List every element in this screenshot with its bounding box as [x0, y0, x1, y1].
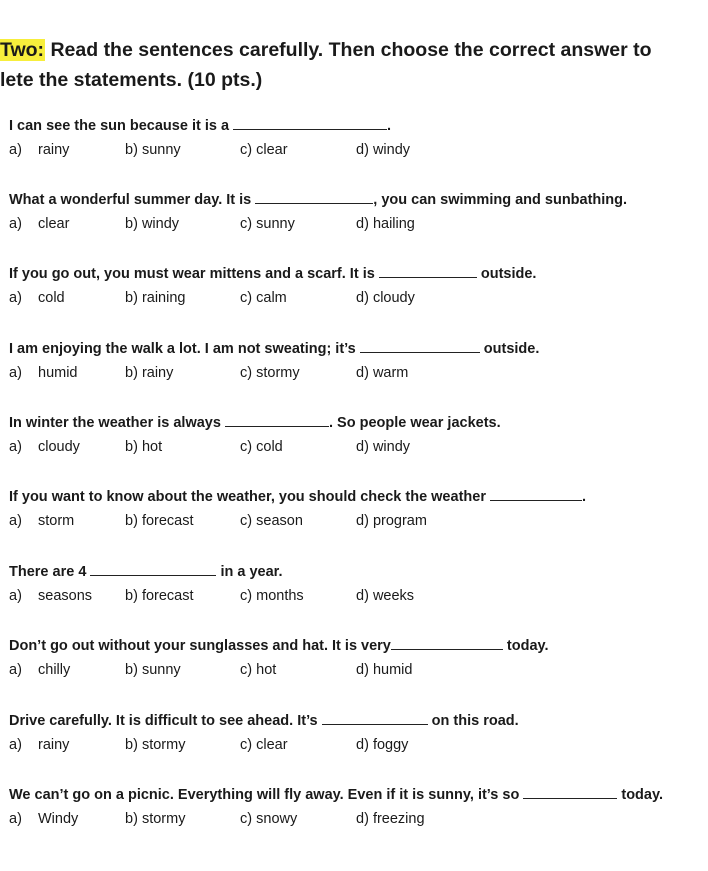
option-text: hot	[256, 662, 277, 678]
options-row	[0, 141, 708, 161]
option-text: storm	[38, 513, 75, 529]
option-letter: c)	[240, 662, 253, 678]
option-text: seasons	[38, 588, 93, 604]
stem-text-end: .	[582, 489, 587, 505]
option-text: cloudy	[372, 290, 415, 306]
option-letter: d)	[356, 737, 369, 753]
option-letter: c)	[240, 365, 253, 381]
option-text: weeks	[372, 588, 415, 604]
option-text: raining	[141, 290, 186, 306]
question-stem	[9, 264, 536, 283]
option-d	[356, 289, 415, 307]
option-letter: c)	[240, 513, 253, 529]
option-letter: a)	[9, 513, 22, 529]
option-letter: b)	[125, 142, 138, 158]
question-stem	[9, 487, 586, 506]
option-letter: d)	[356, 216, 369, 232]
stem-text-end: .	[387, 118, 392, 134]
question-stem	[9, 190, 627, 209]
option-letter: c)	[240, 290, 253, 306]
option-b	[125, 661, 181, 679]
option-text: windy	[141, 216, 180, 232]
answer-blank	[90, 562, 216, 576]
option-text: cold	[38, 290, 65, 306]
option-letter: c)	[240, 439, 253, 455]
option-letter: d)	[356, 365, 369, 381]
option-text: rainy	[38, 142, 70, 158]
option-letter: a)	[9, 290, 22, 306]
stem-text: In winter the weather is always	[9, 415, 225, 431]
stem-text: I can see the sun because it is a	[9, 118, 234, 134]
option-text: season	[256, 513, 303, 529]
option-text: stormy	[141, 811, 186, 827]
option-a	[9, 736, 69, 754]
option-d	[356, 587, 414, 605]
option-text: sunny	[141, 662, 181, 678]
option-text: rainy	[141, 365, 174, 381]
answer-blank	[322, 711, 428, 725]
option-letter: c)	[240, 216, 253, 232]
option-text: hailing	[372, 216, 415, 232]
option-letter: d)	[356, 513, 369, 529]
stem-text: Drive carefully. It is difficult to see ahead. It’s	[9, 713, 322, 729]
option-c	[240, 215, 295, 233]
question-stem	[9, 562, 283, 581]
answer-blank	[490, 487, 582, 501]
option-b	[125, 438, 162, 456]
option-c	[240, 736, 288, 754]
option-letter: a)	[9, 662, 22, 678]
option-letter: b)	[125, 290, 138, 306]
option-letter: a)	[9, 365, 22, 381]
instructions-header	[0, 36, 708, 91]
option-text: forecast	[141, 588, 194, 604]
question-stem	[9, 711, 519, 730]
stem-text-end: in a year.	[216, 564, 283, 580]
option-a	[9, 215, 69, 233]
header-line-1-text: Read the sentences carefully. Then choose the correct answer to	[45, 39, 652, 61]
question-stem	[9, 116, 391, 135]
option-d	[356, 215, 415, 233]
option-letter: d)	[356, 588, 369, 604]
option-text: cold	[256, 439, 283, 455]
options-row	[0, 512, 708, 532]
option-letter: b)	[125, 216, 138, 232]
option-text: clear	[256, 142, 288, 158]
option-c	[240, 810, 297, 828]
stem-text-end: outside.	[479, 341, 540, 357]
option-text: clear	[38, 216, 70, 232]
stem-text: If you want to know about the weather, you should check the weather	[9, 489, 490, 505]
option-c	[240, 141, 288, 159]
stem-text-end: . So people wear jackets.	[328, 415, 501, 431]
stem-text: If you go out, you must wear mittens and a scarf. It is	[9, 266, 379, 282]
option-text: windy	[372, 142, 411, 158]
options-row	[0, 810, 708, 830]
option-letter: d)	[356, 439, 369, 455]
option-letter: c)	[240, 142, 253, 158]
option-letter: b)	[125, 513, 138, 529]
option-letter: d)	[356, 142, 369, 158]
stem-text: We can’t go on a picnic. Everything will fly away. Even if it is sunny, it’s so	[9, 787, 524, 803]
option-text: calm	[256, 290, 287, 306]
option-text: months	[256, 588, 304, 604]
option-letter: b)	[125, 439, 138, 455]
option-d	[356, 364, 408, 382]
question-stem	[9, 636, 549, 655]
option-d	[356, 141, 410, 159]
option-a	[9, 289, 65, 307]
option-letter: d)	[356, 662, 369, 678]
option-text: Windy	[38, 811, 79, 827]
options-row	[0, 587, 708, 607]
option-a	[9, 512, 74, 530]
option-d	[356, 661, 412, 679]
option-letter: b)	[125, 588, 138, 604]
option-letter: a)	[9, 588, 22, 604]
answer-blank	[379, 264, 477, 278]
option-text: snowy	[256, 811, 298, 827]
options-row	[0, 289, 708, 309]
option-letter: d)	[356, 811, 369, 827]
option-a	[9, 587, 92, 605]
option-b	[125, 810, 185, 828]
option-a	[9, 661, 70, 679]
option-text: program	[372, 513, 427, 529]
stem-text-end: outside.	[476, 266, 537, 282]
header-line-2: lete the statements. (10 pts.)	[0, 69, 263, 91]
answer-blank	[391, 636, 503, 650]
option-d	[356, 810, 425, 828]
stem-text-end: , you can swimming and sunbathing.	[373, 192, 628, 208]
option-b	[125, 587, 194, 605]
part-label: Two:	[0, 39, 45, 61]
option-c	[240, 587, 304, 605]
option-text: foggy	[372, 737, 409, 753]
question-stem	[9, 339, 539, 358]
option-b	[125, 736, 185, 754]
option-d	[356, 512, 427, 530]
answer-blank	[233, 116, 387, 130]
header-line-1	[0, 36, 708, 64]
stem-text: Don’t go out without your sunglasses and hat. It is very	[9, 638, 391, 654]
option-text: freezing	[372, 811, 425, 827]
stem-text: There are 4	[9, 564, 91, 580]
option-b	[125, 215, 179, 233]
option-text: clear	[256, 737, 288, 753]
option-letter: a)	[9, 811, 22, 827]
option-text: stormy	[141, 737, 186, 753]
option-c	[240, 661, 276, 679]
options-row	[0, 215, 708, 235]
option-text: sunny	[256, 216, 295, 232]
option-c	[240, 512, 303, 530]
option-text: rainy	[38, 737, 70, 753]
answer-blank	[523, 785, 617, 799]
answer-blank	[255, 190, 373, 204]
stem-text-end: today.	[617, 787, 663, 803]
option-c	[240, 364, 300, 382]
options-row	[0, 438, 708, 458]
option-letter: b)	[125, 662, 138, 678]
option-letter: b)	[125, 365, 138, 381]
option-letter: a)	[9, 439, 22, 455]
options-row	[0, 661, 708, 681]
option-a	[9, 438, 80, 456]
option-letter: b)	[125, 737, 138, 753]
option-letter: b)	[125, 811, 138, 827]
option-letter: d)	[356, 290, 369, 306]
options-row	[0, 364, 708, 384]
answer-blank	[225, 413, 329, 427]
options-row	[0, 736, 708, 756]
option-b	[125, 289, 185, 307]
option-letter: c)	[240, 588, 253, 604]
option-text: forecast	[141, 513, 194, 529]
stem-text-end: today.	[502, 638, 549, 654]
option-letter: c)	[240, 811, 253, 827]
option-text: hot	[141, 439, 163, 455]
option-text: cloudy	[38, 439, 80, 455]
option-text: chilly	[38, 662, 71, 678]
option-text: windy	[372, 439, 411, 455]
option-letter: a)	[9, 737, 22, 753]
stem-text: What a wonderful summer day. It is	[9, 192, 256, 208]
option-letter: c)	[240, 737, 253, 753]
option-text: warm	[372, 365, 409, 381]
option-c	[240, 438, 283, 456]
option-b	[125, 141, 181, 159]
stem-text: I am enjoying the walk a lot. I am not sweating; it’s	[9, 341, 360, 357]
option-d	[356, 438, 410, 456]
stem-text-end: on this road.	[427, 713, 519, 729]
option-d	[356, 736, 408, 754]
option-text: humid	[38, 365, 78, 381]
option-c	[240, 289, 287, 307]
option-a	[9, 364, 78, 382]
option-b	[125, 512, 194, 530]
option-text: humid	[372, 662, 413, 678]
option-b	[125, 364, 173, 382]
option-text: sunny	[141, 142, 181, 158]
option-a	[9, 810, 78, 828]
option-letter: a)	[9, 142, 22, 158]
answer-blank	[360, 339, 480, 353]
option-text: stormy	[256, 365, 300, 381]
question-stem	[9, 413, 501, 432]
option-a	[9, 141, 69, 159]
option-letter: a)	[9, 216, 22, 232]
question-stem	[0, 785, 663, 804]
